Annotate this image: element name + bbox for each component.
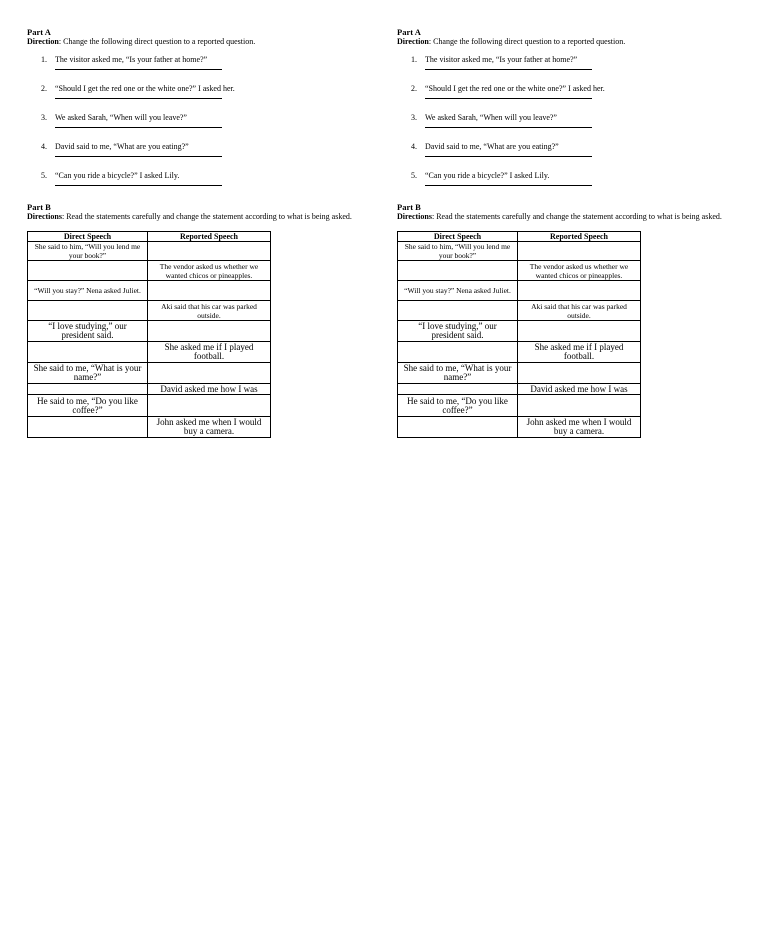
part-a-title: Part A (27, 27, 51, 37)
answer-line (425, 127, 592, 128)
direct-speech-cell[interactable] (398, 301, 518, 321)
part-b-direction-label: Directions (397, 212, 432, 221)
question-text: We asked Sarah, “When will you leave?” (55, 113, 187, 122)
question-number: 4. (411, 142, 417, 151)
table-row (398, 417, 641, 438)
answer-line (55, 98, 222, 99)
question-number: 1. (411, 55, 417, 64)
direct-speech-cell: He said to me, “Do you like coffee?” (398, 395, 518, 417)
reported-speech-cell[interactable] (148, 395, 271, 417)
reported-speech-header: Reported Speech (518, 232, 641, 242)
question-text: “Can you ride a bicycle?” I asked Lily. (425, 171, 550, 180)
part-a-title: Part A (397, 27, 421, 37)
table-row (398, 363, 641, 384)
table-row (398, 395, 641, 417)
question-text: “Can you ride a bicycle?” I asked Lily. (55, 171, 180, 180)
reported-speech-cell[interactable] (148, 242, 271, 261)
answer-line (425, 69, 592, 70)
direct-speech-cell[interactable] (28, 417, 148, 438)
reported-speech-cell: The vendor asked us whether we wanted chicos or pineapples. (148, 261, 271, 281)
table-row (398, 261, 641, 281)
question-item (397, 142, 752, 171)
reported-speech-cell: John asked me when I would buy a camera. (148, 417, 271, 438)
speech-table (27, 231, 271, 438)
question-text: David said to me, “What are you eating?” (425, 142, 559, 151)
part-b-direction (397, 212, 752, 222)
question-text: The visitor asked me, “Is your father at home?” (425, 55, 578, 64)
question-text: “Should I get the red one or the white one?” I asked her. (425, 84, 605, 93)
table-row (398, 321, 641, 342)
answer-line (425, 185, 592, 186)
part-b-direction (27, 212, 382, 222)
question-number: 3. (411, 113, 417, 122)
table-row (28, 281, 271, 301)
table-row (28, 395, 271, 417)
table-row (28, 342, 271, 363)
question-number: 2. (411, 84, 417, 93)
question-item (27, 55, 382, 84)
part-a-direction-label: Direction (397, 37, 429, 46)
reported-speech-cell[interactable] (518, 281, 641, 301)
direct-speech-cell[interactable] (398, 417, 518, 438)
part-b-title: Part B (27, 202, 51, 212)
table-row (398, 342, 641, 363)
reported-speech-cell: David asked me how I was (518, 384, 641, 395)
reported-speech-cell[interactable] (148, 321, 271, 342)
table-row (28, 321, 271, 342)
direct-speech-header: Direct Speech (28, 232, 148, 242)
direct-speech-header: Direct Speech (398, 232, 518, 242)
question-text: The visitor asked me, “Is your father at home?” (55, 55, 208, 64)
part-b-direction-text: : Read the statements carefully and change the statement according to what is being asked. (61, 212, 352, 221)
direct-speech-cell: He said to me, “Do you like coffee?” (28, 395, 148, 417)
question-item (27, 84, 382, 113)
direct-speech-cell: She said to me, “What is your name?” (28, 363, 148, 384)
part-b-direction-label: Directions (27, 212, 62, 221)
part-a-direction-text: : Change the following direct question to a reported question. (58, 37, 256, 46)
question-item (27, 171, 382, 200)
table-row (28, 242, 271, 261)
table-header-row (28, 232, 271, 242)
answer-line (425, 98, 592, 99)
direct-speech-cell[interactable] (398, 384, 518, 395)
worksheet-copy-left (27, 27, 382, 438)
answer-line (55, 156, 222, 157)
question-number: 4. (41, 142, 47, 151)
reported-speech-cell: The vendor asked us whether we wanted chicos or pineapples. (518, 261, 641, 281)
reported-speech-cell: She asked me if I played football. (148, 342, 271, 363)
table-row (398, 384, 641, 395)
question-list (397, 55, 752, 200)
question-number: 3. (41, 113, 47, 122)
part-b-direction-text: : Read the statements carefully and change the statement according to what is being asked. (431, 212, 722, 221)
direct-speech-cell: She said to me, “What is your name?” (398, 363, 518, 384)
direct-speech-cell[interactable] (28, 301, 148, 321)
part-a-direction-label: Direction (27, 37, 59, 46)
speech-table (397, 231, 641, 438)
reported-speech-cell[interactable] (518, 363, 641, 384)
reported-speech-cell[interactable] (518, 242, 641, 261)
direct-speech-cell: “Will you stay?” Nena asked Juliet. (28, 281, 148, 301)
reported-speech-cell[interactable] (148, 363, 271, 384)
question-text: “Should I get the red one or the white one?” I asked her. (55, 84, 235, 93)
part-a-direction (397, 37, 752, 47)
question-number: 5. (411, 171, 417, 180)
question-text: David said to me, “What are you eating?” (55, 142, 189, 151)
question-text: We asked Sarah, “When will you leave?” (425, 113, 557, 122)
reported-speech-cell[interactable] (518, 395, 641, 417)
direct-speech-cell[interactable] (28, 384, 148, 395)
reported-speech-cell: She asked me if I played football. (518, 342, 641, 363)
table-row (398, 242, 641, 261)
table-row (28, 417, 271, 438)
answer-line (55, 69, 222, 70)
question-list (27, 55, 382, 200)
direct-speech-cell: “I love studying,” our president said. (28, 321, 148, 342)
table-row (28, 384, 271, 395)
part-a-direction (27, 37, 382, 47)
question-number: 2. (41, 84, 47, 93)
question-item (27, 113, 382, 142)
direct-speech-cell: She said to him, “Will you lend me your book?” (398, 242, 518, 261)
question-item (397, 171, 752, 200)
question-number: 1. (41, 55, 47, 64)
question-item (397, 55, 752, 84)
reported-speech-cell: David asked me how I was (148, 384, 271, 395)
direct-speech-cell: “I love studying,” our president said. (398, 321, 518, 342)
reported-speech-cell[interactable] (148, 281, 271, 301)
table-row (28, 363, 271, 384)
table-header-row (398, 232, 641, 242)
answer-line (425, 156, 592, 157)
direct-speech-cell: She said to him, “Will you lend me your book?” (28, 242, 148, 261)
part-a-direction-text: : Change the following direct question to a reported question. (428, 37, 626, 46)
direct-speech-cell[interactable] (398, 342, 518, 363)
reported-speech-cell: Aki said that his car was parked outside. (518, 301, 641, 321)
reported-speech-cell[interactable] (518, 321, 641, 342)
answer-line (55, 185, 222, 186)
table-row (28, 301, 271, 321)
direct-speech-cell[interactable] (28, 342, 148, 363)
table-row (398, 301, 641, 321)
reported-speech-header: Reported Speech (148, 232, 271, 242)
question-item (397, 113, 752, 142)
worksheet-copy-right (397, 27, 752, 438)
reported-speech-cell: Aki said that his car was parked outside. (148, 301, 271, 321)
question-item (27, 142, 382, 171)
part-b-title: Part B (397, 202, 421, 212)
question-item (397, 84, 752, 113)
table-row (28, 261, 271, 281)
answer-line (55, 127, 222, 128)
direct-speech-cell[interactable] (398, 261, 518, 281)
direct-speech-cell[interactable] (28, 261, 148, 281)
table-row (398, 281, 641, 301)
reported-speech-cell: John asked me when I would buy a camera. (518, 417, 641, 438)
direct-speech-cell: “Will you stay?” Nena asked Juliet. (398, 281, 518, 301)
question-number: 5. (41, 171, 47, 180)
